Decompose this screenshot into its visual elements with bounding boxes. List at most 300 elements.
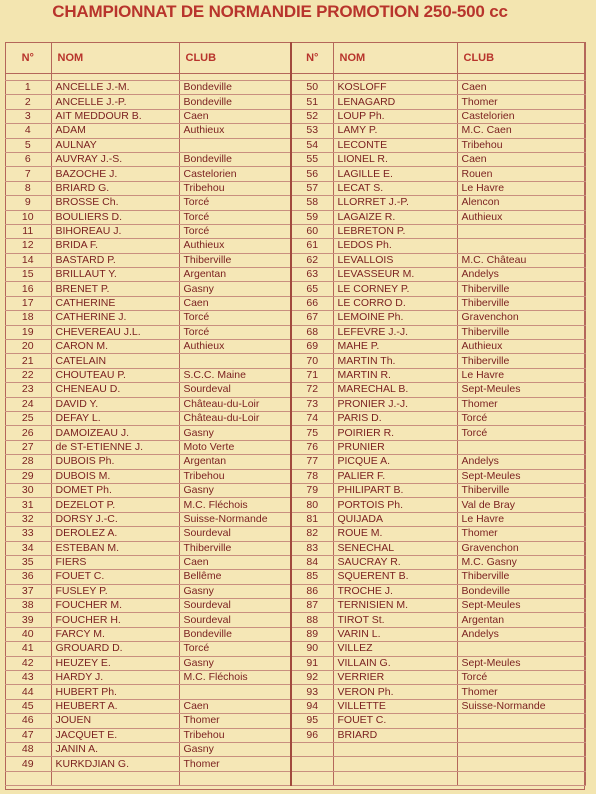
rider-number: 41 [5, 642, 51, 656]
rider-number: 8 [5, 181, 51, 195]
rider-club: Caen [457, 152, 585, 166]
spacer-row [5, 74, 585, 81]
table-row [5, 124, 585, 138]
rider-club: M.C. Caen [457, 124, 585, 138]
rider-name: VILLAIN G. [333, 656, 457, 670]
rider-club: Caen [179, 109, 291, 123]
rider-number: 38 [5, 599, 51, 613]
rider-number: 17 [5, 296, 51, 310]
rider-number: 24 [5, 397, 51, 411]
rider-club [179, 138, 291, 152]
rider-name: ESTEBAN M. [51, 541, 179, 555]
rider-name: LLORRET J.-P. [333, 196, 457, 210]
table-row [5, 512, 585, 526]
rider-name: ANCELLE J.-M. [51, 81, 179, 95]
rider-name: DUBOIS Ph. [51, 455, 179, 469]
rider-name: HEUBERT A. [51, 699, 179, 713]
rider-name: de ST-ETIENNE J. [51, 440, 179, 454]
rider-club: Thomer [457, 527, 585, 541]
rider-club: Thiberville [457, 282, 585, 296]
rider-number: 77 [291, 455, 333, 469]
rider-number: 82 [291, 527, 333, 541]
rider-name: VARIN L. [333, 627, 457, 641]
rider-number: 14 [5, 253, 51, 267]
table-row [5, 714, 585, 728]
rider-club [457, 742, 585, 756]
rider-number: 58 [291, 196, 333, 210]
rider-number: 68 [291, 325, 333, 339]
rider-name: DORSY J.-C. [51, 512, 179, 526]
rider-name: LOUP Ph. [333, 109, 457, 123]
header-club-right: CLUB [457, 43, 585, 74]
rider-number: 85 [291, 570, 333, 584]
rider-name: FOUCHER M. [51, 599, 179, 613]
rider-number: 36 [5, 570, 51, 584]
table-row [5, 757, 585, 771]
rider-name: BOULIERS D. [51, 210, 179, 224]
rider-number: 50 [291, 81, 333, 95]
table-row [5, 296, 585, 310]
rider-number: 11 [5, 224, 51, 238]
header-nom-right: NOM [333, 43, 457, 74]
rider-name: PRONIER J.-J. [333, 397, 457, 411]
table-row [5, 570, 585, 584]
rider-number: 67 [291, 311, 333, 325]
rider-name: PALIER F. [333, 469, 457, 483]
header-nom-left: NOM [51, 43, 179, 74]
rider-number: 2 [5, 95, 51, 109]
rider-number: 23 [5, 383, 51, 397]
rider-name [51, 771, 179, 785]
rider-club: M.C. Fléchois [179, 671, 291, 685]
rider-number: 71 [291, 368, 333, 382]
rider-club: Tribehou [179, 469, 291, 483]
rider-club: Andelys [457, 268, 585, 282]
rider-name: KURKDJIAN G. [51, 757, 179, 771]
rider-club: Rouen [457, 167, 585, 181]
rider-club: Authieux [457, 340, 585, 354]
rider-name: CHENEAU D. [51, 383, 179, 397]
rider-number: 61 [291, 239, 333, 253]
rider-name: BROSSE Ch. [51, 196, 179, 210]
rider-number: 48 [5, 742, 51, 756]
rider-number: 12 [5, 239, 51, 253]
rider-number: 42 [5, 656, 51, 670]
rider-club: Torcé [179, 325, 291, 339]
rider-club: Thiberville [457, 354, 585, 368]
table-row [5, 527, 585, 541]
rider-name: CATHERINE [51, 296, 179, 310]
rider-club: Caen [179, 699, 291, 713]
table-row [5, 167, 585, 181]
spacer-cell [5, 74, 51, 81]
rider-name: JANIN A. [51, 742, 179, 756]
rider-name: BRIARD [333, 728, 457, 742]
rider-club: Torcé [179, 210, 291, 224]
rider-name: LIONEL R. [333, 152, 457, 166]
rider-club: Tribehou [179, 181, 291, 195]
rider-name: CATELAIN [51, 354, 179, 368]
rider-name: HUBERT Ph. [51, 685, 179, 699]
rider-number: 33 [5, 527, 51, 541]
table-row [5, 483, 585, 497]
rider-club: S.C.C. Maine [179, 368, 291, 382]
rider-club: Andelys [457, 455, 585, 469]
rider-number: 87 [291, 599, 333, 613]
rider-name: ROUE M. [333, 527, 457, 541]
rider-number: 27 [5, 440, 51, 454]
table-row [5, 742, 585, 756]
rider-number: 51 [291, 95, 333, 109]
rider-number [291, 742, 333, 756]
rider-number: 15 [5, 268, 51, 282]
rider-number: 16 [5, 282, 51, 296]
table-row [5, 138, 585, 152]
rider-club: Bondeville [179, 627, 291, 641]
rider-club: Authieux [457, 210, 585, 224]
rider-number: 44 [5, 685, 51, 699]
table-row [5, 469, 585, 483]
rider-number: 74 [291, 411, 333, 425]
rider-club: Thomer [179, 714, 291, 728]
rider-number: 79 [291, 483, 333, 497]
rider-name: LECONTE [333, 138, 457, 152]
rider-name: LEVASSEUR M. [333, 268, 457, 282]
table-row [5, 498, 585, 512]
table-row [5, 555, 585, 569]
rider-number: 6 [5, 152, 51, 166]
rider-club: Gravenchon [457, 311, 585, 325]
rider-number: 5 [5, 138, 51, 152]
table-row [5, 282, 585, 296]
rider-number: 3 [5, 109, 51, 123]
rider-number: 9 [5, 196, 51, 210]
rider-club: Gasny [179, 656, 291, 670]
rider-name: HARDY J. [51, 671, 179, 685]
rider-club: Sourdeval [179, 383, 291, 397]
rider-number: 25 [5, 411, 51, 425]
rider-club [179, 771, 291, 785]
rider-club: Torcé [457, 671, 585, 685]
rider-number: 34 [5, 541, 51, 555]
table-row [5, 239, 585, 253]
rider-club: Caen [179, 296, 291, 310]
rider-number [5, 771, 51, 785]
table-row [5, 340, 585, 354]
rider-club: Suisse-Normande [457, 699, 585, 713]
rider-club: Le Havre [457, 512, 585, 526]
rider-club: Gasny [179, 584, 291, 598]
rider-club: Val de Bray [457, 498, 585, 512]
rider-table [5, 42, 586, 786]
rider-number: 66 [291, 296, 333, 310]
rider-club: Torcé [457, 426, 585, 440]
rider-club: Thiberville [457, 296, 585, 310]
table-row [5, 81, 585, 95]
rider-name: GROUARD D. [51, 642, 179, 656]
rider-number: 86 [291, 584, 333, 598]
table-row [5, 584, 585, 598]
rider-number: 78 [291, 469, 333, 483]
rider-club: Alencon [457, 196, 585, 210]
rider-name [333, 742, 457, 756]
table-row [5, 354, 585, 368]
rider-club: Castelorien [457, 109, 585, 123]
rider-number: 89 [291, 627, 333, 641]
rider-club: M.C. Fléchois [179, 498, 291, 512]
rider-club [457, 714, 585, 728]
spacer-cell [51, 74, 179, 81]
rider-number: 75 [291, 426, 333, 440]
table-row [5, 224, 585, 238]
rider-club: Moto Verte [179, 440, 291, 454]
rider-club: Authieux [179, 124, 291, 138]
rider-club [457, 757, 585, 771]
table-row [5, 728, 585, 742]
rider-club: Thiberville [457, 483, 585, 497]
rider-name: CATHERINE J. [51, 311, 179, 325]
rider-number: 31 [5, 498, 51, 512]
rider-name: DOMET Ph. [51, 483, 179, 497]
rider-name: ANCELLE J.-P. [51, 95, 179, 109]
rider-number: 62 [291, 253, 333, 267]
rider-club: M.C. Château [457, 253, 585, 267]
rider-name: LEFEVRE J.-J. [333, 325, 457, 339]
rider-club: Thomer [457, 397, 585, 411]
spacer-cell [179, 74, 291, 81]
rider-club: Thiberville [179, 253, 291, 267]
table-row [5, 397, 585, 411]
table-row [5, 109, 585, 123]
rider-number: 19 [5, 325, 51, 339]
rider-number: 76 [291, 440, 333, 454]
rider-club: M.C. Gasny [457, 555, 585, 569]
table-row [5, 268, 585, 282]
rider-number: 35 [5, 555, 51, 569]
rider-name: LAGILLE E. [333, 167, 457, 181]
rider-name: AUVRAY J.-S. [51, 152, 179, 166]
rider-club: Thomer [457, 685, 585, 699]
rider-name: SENECHAL [333, 541, 457, 555]
rider-name: LECAT S. [333, 181, 457, 195]
rider-number: 4 [5, 124, 51, 138]
rider-number: 90 [291, 642, 333, 656]
rider-club [457, 224, 585, 238]
rider-name: QUIJADA [333, 512, 457, 526]
table-row [5, 455, 585, 469]
rider-club: Le Havre [457, 181, 585, 195]
rider-name: DEFAY L. [51, 411, 179, 425]
rider-club: Gravenchon [457, 541, 585, 555]
rider-name: FIERS [51, 555, 179, 569]
rider-number: 88 [291, 613, 333, 627]
table-row [5, 152, 585, 166]
rider-club: Andelys [457, 627, 585, 641]
rider-number: 53 [291, 124, 333, 138]
rider-name: TIROT St. [333, 613, 457, 627]
rider-club [457, 239, 585, 253]
rider-name: LE CORNEY P. [333, 282, 457, 296]
rider-club: Sept-Meules [457, 383, 585, 397]
rider-club: Château-du-Loir [179, 397, 291, 411]
rider-number: 32 [5, 512, 51, 526]
table-row [5, 181, 585, 195]
rider-club: Gasny [179, 426, 291, 440]
header-num-left: N° [5, 43, 51, 74]
rider-number: 47 [5, 728, 51, 742]
rider-name: LEVALLOIS [333, 253, 457, 267]
spacer-cell [457, 74, 585, 81]
rider-club: Château-du-Loir [179, 411, 291, 425]
rider-number: 65 [291, 282, 333, 296]
rider-club: Torcé [457, 411, 585, 425]
rider-club [179, 354, 291, 368]
table-row [5, 541, 585, 555]
rider-number [291, 771, 333, 785]
rider-club: Gasny [179, 282, 291, 296]
rider-name: JACQUET E. [51, 728, 179, 742]
rider-name: MARTIN Th. [333, 354, 457, 368]
page-title: CHAMPIONNAT DE NORMANDIE PROMOTION 250-500 cc [52, 2, 508, 21]
rider-club: Sourdeval [179, 527, 291, 541]
rider-name: BRIARD G. [51, 181, 179, 195]
rider-club: Castelorien [179, 167, 291, 181]
rider-number: 95 [291, 714, 333, 728]
header-num-right: N° [291, 43, 333, 74]
rider-number: 94 [291, 699, 333, 713]
rider-name: DAMOIZEAU J. [51, 426, 179, 440]
rider-name: VERRIER [333, 671, 457, 685]
rider-number: 45 [5, 699, 51, 713]
rider-name: LAGAIZE R. [333, 210, 457, 224]
rider-club: Gasny [179, 742, 291, 756]
table-row [5, 685, 585, 699]
rider-club [457, 642, 585, 656]
rider-number: 80 [291, 498, 333, 512]
rider-number: 63 [291, 268, 333, 282]
rider-number: 73 [291, 397, 333, 411]
rider-club: Thiberville [179, 541, 291, 555]
rider-number: 93 [291, 685, 333, 699]
rider-name: TERNISIEN M. [333, 599, 457, 613]
rider-name: SAUCRAY R. [333, 555, 457, 569]
table-row [5, 642, 585, 656]
table-row [5, 95, 585, 109]
rider-club: Argentan [179, 268, 291, 282]
rider-name: DEROLEZ A. [51, 527, 179, 541]
table-row [5, 196, 585, 210]
rider-club: Bellême [179, 570, 291, 584]
rider-name: MAHE P. [333, 340, 457, 354]
rider-name: AULNAY [51, 138, 179, 152]
table-row [5, 325, 585, 339]
rider-name: HEUZEY E. [51, 656, 179, 670]
rider-name: KOSLOFF [333, 81, 457, 95]
rider-number: 39 [5, 613, 51, 627]
rider-number: 18 [5, 311, 51, 325]
header-club-left: CLUB [179, 43, 291, 74]
table-row [5, 771, 585, 785]
rider-number: 70 [291, 354, 333, 368]
rider-club [457, 440, 585, 454]
rider-club [457, 771, 585, 785]
rider-name: FOUCHER H. [51, 613, 179, 627]
rider-name: BRIDA F. [51, 239, 179, 253]
rider-club: Authieux [179, 340, 291, 354]
rider-number: 81 [291, 512, 333, 526]
rider-club: Caen [179, 555, 291, 569]
rider-name: FOUET C. [333, 714, 457, 728]
rider-club: Tribehou [457, 138, 585, 152]
rider-club: Sourdeval [179, 599, 291, 613]
rider-name: LENAGARD [333, 95, 457, 109]
rider-name: PARIS D. [333, 411, 457, 425]
table-row [5, 613, 585, 627]
rider-name: BRENET P. [51, 282, 179, 296]
rider-club: Argentan [179, 455, 291, 469]
rider-club: Sept-Meules [457, 656, 585, 670]
rider-name: DUBOIS M. [51, 469, 179, 483]
rider-number: 26 [5, 426, 51, 440]
rider-number: 22 [5, 368, 51, 382]
rider-number: 1 [5, 81, 51, 95]
rider-number: 37 [5, 584, 51, 598]
table-row [5, 599, 585, 613]
rider-club: Torcé [179, 642, 291, 656]
rider-club: Caen [457, 81, 585, 95]
rider-club: Bondeville [179, 95, 291, 109]
rider-name: LE CORRO D. [333, 296, 457, 310]
rider-name: PRUNIER [333, 440, 457, 454]
rider-name: FUSLEY P. [51, 584, 179, 598]
rider-name: VILLETTE [333, 699, 457, 713]
rider-name: JOUEN [51, 714, 179, 728]
rider-number: 59 [291, 210, 333, 224]
rider-name: TROCHE J. [333, 584, 457, 598]
rider-name: LEDOS Ph. [333, 239, 457, 253]
rider-name: POIRIER R. [333, 426, 457, 440]
rider-club: Bondeville [179, 152, 291, 166]
rider-number: 52 [291, 109, 333, 123]
rider-name: ADAM [51, 124, 179, 138]
rider-number: 69 [291, 340, 333, 354]
rider-number: 91 [291, 656, 333, 670]
rider-club: Bondeville [457, 584, 585, 598]
rider-name: PHILIPART B. [333, 483, 457, 497]
rider-name: PICQUE A. [333, 455, 457, 469]
rider-number: 49 [5, 757, 51, 771]
rider-name: FOUET C. [51, 570, 179, 584]
table-row [5, 383, 585, 397]
spacer-cell [333, 74, 457, 81]
table-row [5, 671, 585, 685]
rider-number: 43 [5, 671, 51, 685]
rider-name: LEMOINE Ph. [333, 311, 457, 325]
rider-name: SQUERENT B. [333, 570, 457, 584]
rider-name: VILLEZ [333, 642, 457, 656]
rider-number: 21 [5, 354, 51, 368]
rider-club: Torcé [179, 196, 291, 210]
header-row [5, 43, 585, 74]
rider-number: 92 [291, 671, 333, 685]
rider-club: Thiberville [457, 570, 585, 584]
table-row [5, 627, 585, 641]
rider-name: MARECHAL B. [333, 383, 457, 397]
rider-club: Sept-Meules [457, 599, 585, 613]
rider-name [333, 771, 457, 785]
table-row [5, 411, 585, 425]
rider-number: 40 [5, 627, 51, 641]
